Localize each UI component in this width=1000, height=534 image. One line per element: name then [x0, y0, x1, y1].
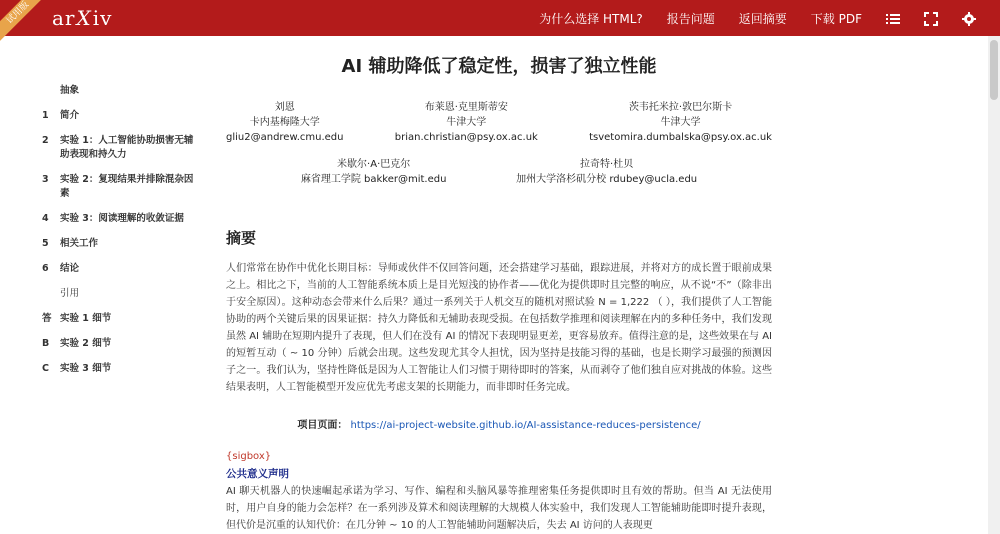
project-label: 项目页面： — [297, 420, 348, 431]
author-affiliation: 牛津大学 — [446, 117, 487, 128]
arxiv-logo[interactable] — [52, 7, 112, 29]
toc-num: B — [42, 338, 50, 349]
author-block — [589, 100, 772, 145]
toc-item[interactable] — [42, 337, 202, 351]
author-email: gliu2@andrew.cmu.edu — [226, 132, 344, 143]
toc-item[interactable] — [42, 173, 202, 201]
author-affiliation: 加州大学洛杉矶分校 rdubey@ucla.edu — [516, 174, 698, 185]
top-nav — [539, 0, 1000, 36]
toc-num — [42, 84, 60, 98]
author-name: 米歇尔·A·巴克尔 — [337, 159, 411, 170]
toc-item[interactable] — [42, 134, 202, 162]
author-affiliation: 麻省理工学院 bakker@mit.edu — [300, 174, 447, 185]
author-block — [395, 100, 538, 145]
significance-heading: 公共意义声明 — [226, 468, 289, 480]
authors-row-1 — [226, 100, 772, 145]
abstract-text: 人们常常在协作中优化长期目标：导师或伙伴不仅回答问题，还会搭建学习基础，跟踪进展，并将对方的成长置于眼前成果之上。相比之下，当前的人工智能系统本质上是目光短浅的协作者——优化为提供即时且完整的响应，从不说“不”（除非出于安全原因）。这种动态会带来什么后果？通过一系列关于人机交互的随机对照试验 N = 1,222 （ ），我们提供了人工智能协助的两个关键后果的因果证据：持久力降低和无辅助表现受损。在包括数学推理和阅读理解在内的多种任务中，我们发现虽然 AI 辅助在短期内提升了表现，但人们在没有 AI 的情况下表现明显更差，更容易放弃。值得注意的是，这些效果在与 AI 的短暂互动（ ~ 10 分钟）后就会出现。这些发现尤其令人担忧，因为坚持是技能习得的基础，也是长期学习最强的预测因子之一。我们认为，坚持性降低是因为人工智能让人们习惯于期待即时的答案，从而剥夺了他们独自应对挑战的体验。这些结果表明，人工智能模型开发应优先考虑支架的长期能力，而非即时任务完成。 — [226, 263, 772, 393]
toc-label: 简介 — [60, 110, 80, 121]
significance-text: AI 聊天机器人的快速崛起承诺为学习、写作、编程和头脑风暴等推理密集任务提供即时且有效的帮助。但当 AI 无法使用时，用户自身的能力会怎样？在一系列涉及算术和阅读理解的大规模人体实验中，我们发现人工智能辅助能即时提升表现，但代价是沉重的认知代价：在几分钟 ~ 10 的人工智能辅助问题解决后，失去 AI 访问的人表现更 — [226, 486, 772, 531]
toc-label: 相关工作 — [60, 238, 99, 249]
author-email: brian.christian@psy.ox.ac.uk — [394, 132, 538, 143]
list-icon[interactable] — [886, 11, 900, 25]
toc-label: 实验 1 细节 — [60, 313, 112, 324]
project-link[interactable]: https://ai-project-website.github.io/AI-assistance-reduces-persistence/ — [350, 420, 701, 431]
toc-label: 实验 2 细节 — [60, 338, 112, 349]
toc-item[interactable] — [42, 212, 202, 226]
download-pdf-link[interactable]: 下载 PDF — [810, 11, 862, 26]
author-affiliation: 牛津大学 — [660, 117, 701, 128]
author-block — [226, 100, 344, 145]
author-name: 拉奇特·杜贝 — [580, 159, 634, 170]
report-issue-link[interactable]: 报告问题 — [666, 11, 715, 26]
project-page — [226, 416, 772, 431]
author-name: 刘恩 — [274, 102, 295, 113]
author-name: 茨韦托米拉·敦巴尔斯卡 — [628, 102, 733, 113]
sigbox-marker: {sigbox} — [226, 451, 272, 462]
toc-num: 4 — [42, 213, 49, 224]
scrollbar-thumb[interactable] — [990, 40, 998, 100]
toc-label: 实验 1：人工智能协助损害无辅助表现和持久力 — [60, 135, 194, 160]
toc-num: C — [42, 363, 49, 374]
toc-num: 6 — [42, 263, 49, 274]
toc-num — [42, 287, 60, 301]
logo-text-right: iv — [92, 6, 113, 30]
top-bar — [0, 0, 1000, 36]
author-affiliation: 卡内基梅隆大学 — [249, 117, 320, 128]
toc-label: 实验 3：阅读理解的收敛证据 — [60, 213, 184, 224]
abstract-heading: 摘要 — [226, 229, 257, 247]
beta-badge: 试用版 — [0, 0, 51, 46]
toc-item[interactable] — [42, 237, 202, 251]
logo-x: X — [76, 6, 92, 30]
toc-item[interactable] — [42, 312, 202, 326]
why-html-link[interactable]: 为什么选择 HTML? — [539, 11, 643, 26]
toc-item[interactable] — [42, 109, 202, 123]
toc-item[interactable] — [42, 362, 202, 376]
authors-row-2 — [226, 157, 772, 187]
toc-item[interactable] — [42, 262, 202, 276]
paper-title: AI 辅助降低了稳定性，损害了独立性能 — [341, 56, 657, 77]
toc-num: 2 — [42, 135, 49, 146]
paper-content — [226, 36, 772, 534]
toc-num: 答 — [42, 313, 52, 324]
author-email: tsvetomira.dumbalska@psy.ox.ac.uk — [589, 132, 772, 143]
toc-num: 1 — [42, 110, 49, 121]
toc-label: 抽象 — [60, 85, 80, 96]
logo-text-left: ar — [52, 6, 76, 30]
author-name: 布莱恩·克里斯蒂安 — [424, 102, 508, 113]
toc-num: 5 — [42, 238, 49, 249]
author-block — [301, 157, 447, 187]
toc-label: 实验 2：复现结果并排除混杂因素 — [60, 174, 194, 199]
toc-item[interactable] — [42, 287, 202, 301]
toc-num: 3 — [42, 174, 49, 185]
table-of-contents — [42, 84, 202, 387]
scrollbar[interactable] — [988, 36, 1000, 534]
toc-item[interactable] — [42, 84, 202, 98]
back-to-abstract-link[interactable]: 返回摘要 — [738, 11, 787, 26]
author-block — [516, 157, 697, 187]
toc-label: 引用 — [60, 288, 80, 299]
toc-label: 实验 3 细节 — [60, 363, 112, 374]
toc-label: 结论 — [60, 263, 80, 274]
fullscreen-icon[interactable] — [924, 11, 938, 25]
settings-icon[interactable] — [962, 11, 976, 25]
